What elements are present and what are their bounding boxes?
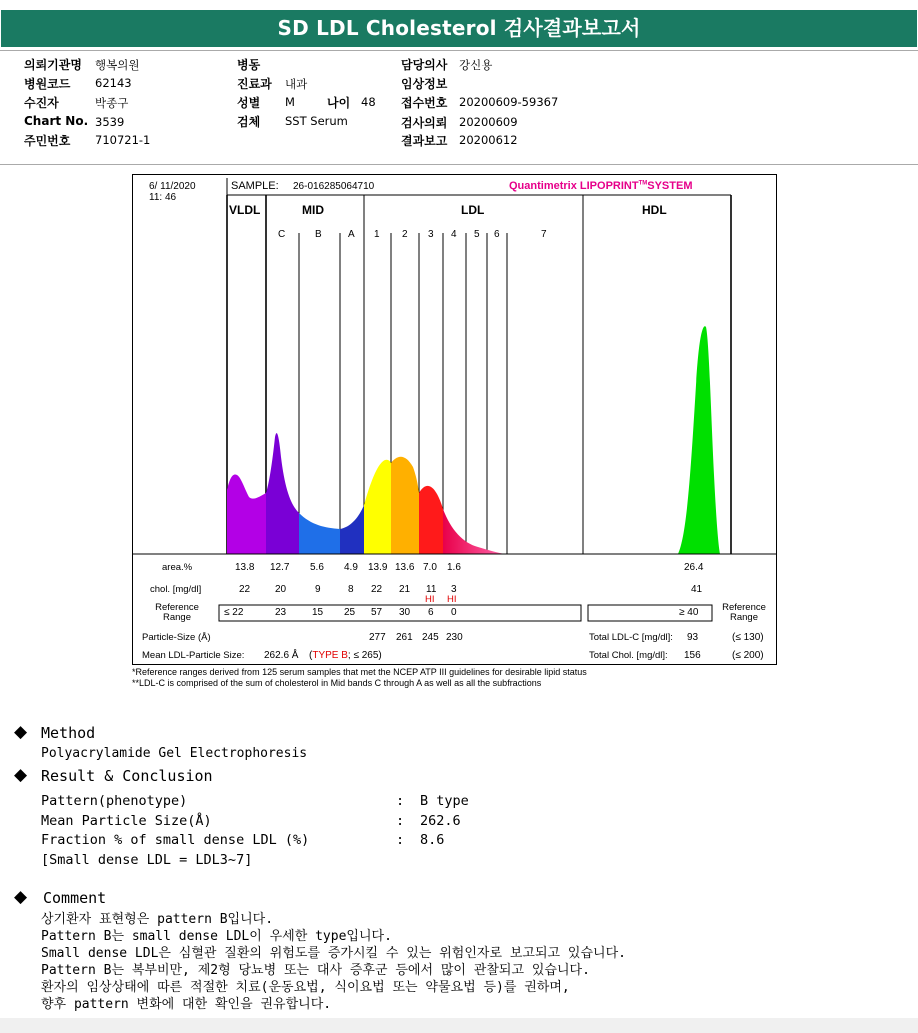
pattern-value: B type [420, 793, 469, 809]
ref-ldl3: 6 [428, 607, 434, 618]
band-label-1: 1 [374, 229, 380, 240]
mean-ldl-size-value: 262.6 Å [264, 650, 299, 661]
report-date: 6/ 11/2020 [149, 181, 196, 192]
a-band-fill [340, 505, 364, 554]
total-ldl-label: Total LDL-C [mg/dl]: [589, 632, 673, 643]
ldl3-fill [419, 486, 443, 554]
total-chol-ref: (≤ 200) [732, 650, 764, 661]
total-ldl-ref: (≤ 130) [732, 632, 764, 643]
area-ldl4: 1.6 [447, 562, 461, 573]
report-date-label: 결과보고 [401, 134, 448, 148]
band-label-2: 2 [402, 229, 408, 240]
band-label-b: B [315, 229, 322, 240]
physician-label: 담당의사 [401, 58, 448, 72]
area-b: 5.6 [310, 562, 324, 573]
vldl-header: VLDL [229, 203, 261, 217]
ref-range-label-left: Reference Range [155, 602, 199, 623]
hi-flag-ldl3: HI [425, 594, 435, 605]
footnote-reference: *Reference ranges derived from 125 serum samples that met the NCEP ATP III guidelines for desirable lipid status [132, 667, 587, 677]
comment-line: Small dense LDL은 심혈관 질환의 위험도를 증가시킬 수 있는 위험인자로 보고되고 있습니다. [41, 946, 626, 961]
hospital-code-value: 62143 [95, 76, 132, 90]
requester-label: 의뢰기관명 [24, 58, 82, 72]
specimen-label: 검체 [237, 115, 261, 129]
total-ldl-value: 93 [687, 632, 699, 643]
particle-size-label: Particle-Size (Å) [142, 632, 211, 643]
report-date-value: 20200612 [459, 133, 518, 147]
mean-ldl-size-label: Mean LDL-Particle Size: [142, 650, 245, 661]
pattern-sep: : [396, 793, 405, 809]
area-c: 12.7 [270, 562, 290, 573]
ref-vldl: ≤ 22 [224, 607, 244, 618]
sample-id: 26-016285064710 [293, 181, 375, 192]
method-text: Polyacrylamide Gel Electrophoresis [41, 746, 308, 761]
total-chol-value: 156 [684, 650, 701, 661]
age-label: 나이 [327, 96, 351, 110]
band-label-a: A [348, 229, 355, 240]
method-bullet-icon: ◆ [14, 722, 28, 742]
area-ldl1: 13.9 [368, 562, 388, 573]
b-band-fill [299, 513, 340, 554]
fraction-sep: : [396, 832, 405, 848]
chart-no-value: 3539 [95, 115, 125, 129]
request-date-label: 검사의뢰 [401, 116, 448, 130]
mid-header: MID [302, 203, 324, 217]
mean-size-value: 262.6 [420, 813, 461, 829]
band-label-7: 7 [541, 229, 547, 240]
ward-label: 병동 [237, 58, 261, 72]
patient-value: 박종구 [95, 96, 129, 110]
band-label-5: 5 [474, 229, 480, 240]
pattern-label: Pattern(phenotype) [41, 793, 188, 809]
resident-no-label: 주민번호 [24, 134, 71, 148]
area-vldl: 13.8 [235, 562, 255, 573]
sex-value: M [285, 95, 295, 109]
fraction-label: Fraction % of small dense LDL (%) [41, 832, 310, 848]
particle-ldl4: 230 [446, 632, 463, 643]
lipoprint-report [132, 174, 777, 665]
ref-ldl4: 0 [451, 607, 457, 618]
comment-line: 환자의 임상상태에 따른 적절한 치료(운동요법, 식이요법 또는 약물요법 등)를 권하며, [41, 980, 570, 995]
chol-c: 20 [275, 584, 287, 595]
ref-hdl: ≥ 40 [679, 607, 699, 618]
ldl-header: LDL [461, 203, 485, 217]
mean-size-sep: : [396, 813, 405, 829]
ref-b: 15 [312, 607, 324, 618]
department-value: 내과 [285, 77, 308, 91]
chol-vldl: 22 [239, 584, 251, 595]
total-chol-label: Total Chol. [mg/dl]: [589, 650, 668, 661]
brand-logo: Quantimetrix LIPOPRINT™SYSTEM [509, 180, 693, 192]
ref-a: 25 [344, 607, 356, 618]
chol-ldl2: 21 [399, 584, 411, 595]
specimen-value: SST Serum [285, 114, 348, 128]
ldl4-7-fill [443, 509, 505, 554]
hi-flag-ldl4: HI [447, 594, 457, 605]
request-date-value: 20200609 [459, 115, 518, 129]
band-label-4: 4 [451, 229, 457, 240]
comment-line: 향후 pattern 변화에 대한 확인을 권유합니다. [41, 997, 332, 1012]
comment-line: Pattern B는 small dense LDL이 우세한 type입니다. [41, 929, 392, 944]
clinical-info-label: 임상정보 [401, 77, 448, 91]
particle-ldl1: 277 [369, 632, 386, 643]
area-a: 4.9 [344, 562, 358, 573]
sample-label: SAMPLE: [231, 180, 279, 192]
chol-ldl3: 11 [426, 584, 437, 595]
report-title: SD LDL Cholesterol 검사결과보고서 [1, 10, 917, 47]
result-title: Result & Conclusion [41, 767, 213, 785]
chart-no-label: Chart No. [24, 114, 89, 128]
band-label-c: C [278, 229, 286, 240]
chol-ldl4: 3 [451, 584, 457, 595]
c-band-fill [266, 433, 299, 554]
hdl-fill [678, 326, 720, 554]
receipt-no-label: 접수번호 [401, 96, 448, 110]
area-label: area.% [162, 562, 193, 573]
chol-hdl: 41 [691, 584, 703, 595]
ref-ldl2: 30 [399, 607, 411, 618]
age-value: 48 [361, 95, 376, 109]
ldl2-fill [391, 457, 419, 554]
patient-label: 수진자 [24, 96, 59, 110]
header-bottom-rule [0, 164, 918, 165]
band-label-6: 6 [494, 229, 500, 240]
comment-title: Comment [43, 889, 107, 907]
fraction-value: 8.6 [420, 832, 445, 848]
hospital-code-label: 병원코드 [24, 77, 71, 91]
comment-bullet-icon: ◆ [14, 887, 28, 907]
area-hdl: 26.4 [684, 562, 704, 573]
area-ldl3: 7.0 [423, 562, 437, 573]
area-ldl2: 13.6 [395, 562, 415, 573]
comment-line: 상기환자 표현형은 pattern B입니다. [41, 912, 274, 927]
band-label-3: 3 [428, 229, 434, 240]
comment-line: Pattern B는 복부비만, 제2형 당뇨병 또는 대사 증후군 등에서 많이 관찰되고 있습니다. [41, 963, 590, 978]
chol-ldl1: 22 [371, 584, 383, 595]
report-time: 11: 46 [149, 192, 177, 203]
method-title: Method [41, 724, 96, 742]
receipt-no-value: 20200609-59367 [459, 95, 559, 109]
physician-value: 강신용 [459, 58, 493, 72]
sex-label: 성별 [237, 96, 261, 110]
ldl1-fill [364, 460, 391, 554]
mean-ldl-type: (TYPE B; ≤ 265) [309, 650, 382, 661]
header-top-rule [0, 50, 918, 51]
chol-label: chol. [mg/dl] [150, 584, 202, 595]
chol-b: 9 [315, 584, 321, 595]
footnote-ldl: **LDL-C is comprised of the sum of cholesterol in Mid bands C through A as well as all the subfractions [132, 678, 542, 688]
mean-size-label: Mean Particle Size(Å) [41, 813, 212, 829]
requester-value: 행복의원 [95, 58, 140, 72]
particle-ldl3: 245 [422, 632, 439, 643]
vldl-fill [227, 475, 266, 554]
ref-range-label-right: Reference Range [722, 602, 766, 623]
ref-c: 23 [275, 607, 287, 618]
lipoprotein-profile [227, 326, 720, 554]
result-bullet-icon: ◆ [14, 765, 28, 785]
department-label: 진료과 [237, 77, 272, 91]
particle-ldl2: 261 [396, 632, 413, 643]
chol-a: 8 [348, 584, 354, 595]
hdl-header: HDL [642, 203, 667, 217]
resident-no-value: 710721-1 [95, 133, 151, 147]
ref-ldl1: 57 [371, 607, 383, 618]
small-dense-note: [Small dense LDL = LDL3~7] [41, 852, 253, 868]
